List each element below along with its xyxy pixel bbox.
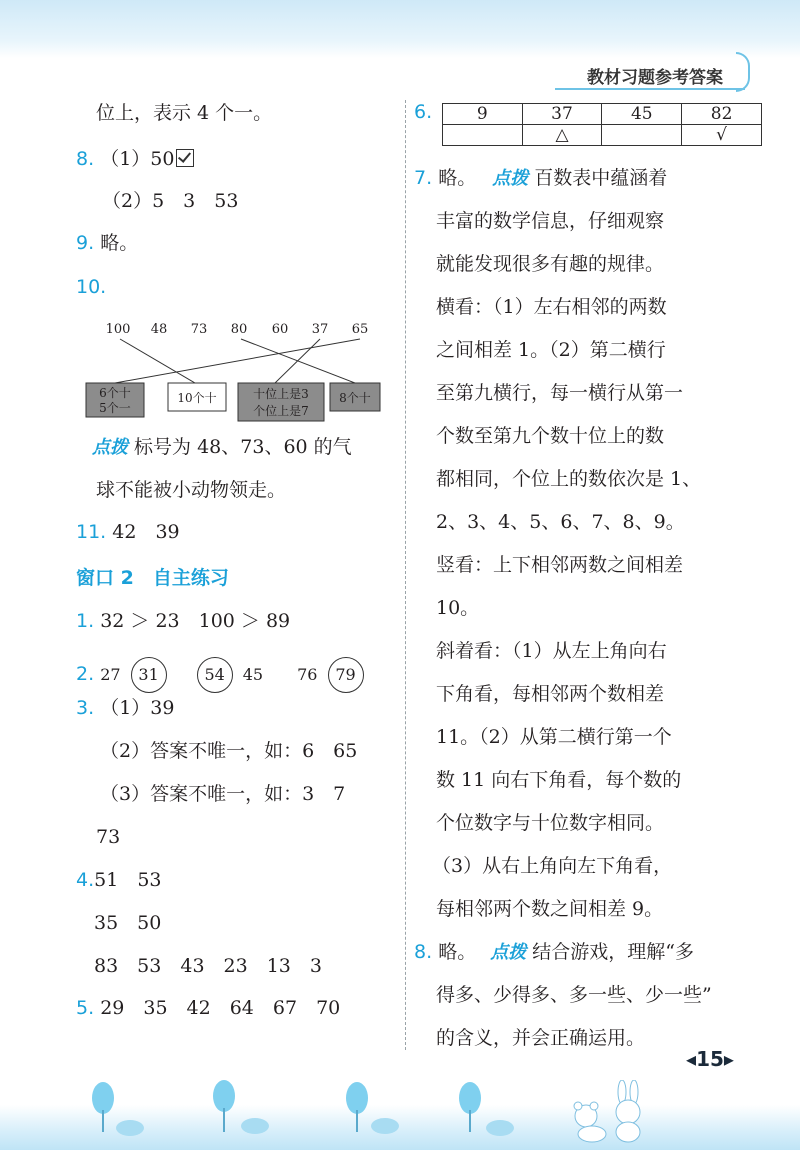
s3-item	[76, 696, 174, 720]
table-row	[443, 125, 762, 146]
q8-part2: （2）5 3 53	[102, 190, 239, 212]
q10-number-label: 37	[311, 322, 329, 337]
q10-number-label: 60	[271, 322, 289, 337]
s5-number: 5.	[76, 997, 95, 1019]
q6-label: 6.	[414, 101, 433, 123]
s4-line3: 83 53 43 23 13 3	[94, 955, 322, 977]
q7-tip-line: 丰富的数学信息，仔细观察	[436, 210, 665, 232]
s5-answer: 29 35 42 64 67 70	[100, 997, 341, 1019]
table-cell: 9	[443, 104, 523, 125]
tree-icon	[92, 1082, 114, 1132]
q7-answer: 略。	[438, 167, 477, 189]
tree-icon	[459, 1082, 481, 1132]
q7-tip-line: 个数至第九个数十位上的数	[436, 425, 665, 447]
q7-tip-line: 10。	[436, 597, 480, 619]
q10-number-label: 48	[150, 322, 168, 337]
table-row	[443, 104, 762, 125]
s3-part3-cont: 73	[96, 826, 121, 848]
q7-tip-line: 百数表中蕴涵着	[534, 167, 668, 189]
section-heading: 窗口 2 自主练习	[76, 567, 229, 589]
q10-box-text: 十位上是3	[253, 387, 309, 401]
q10-number-label: 80	[230, 322, 248, 337]
tip-label: 点拨	[92, 437, 128, 458]
q7-tip-line: 就能发现很多有趣的规律。	[436, 253, 665, 275]
column-divider	[405, 100, 406, 1050]
circled-number: 31	[131, 657, 167, 693]
q8-number: 8.	[76, 148, 95, 170]
q10-tip-line1	[92, 435, 352, 460]
q8r-tip-line: 结合游戏，理解“多	[532, 941, 695, 963]
q7-tip-line: 至第九横行，每一横行从第一	[436, 382, 684, 404]
s1-number: 1.	[76, 610, 95, 632]
q7-number: 7.	[414, 167, 433, 189]
s3-part1: （1）39	[100, 697, 175, 719]
q10-match-line	[115, 339, 360, 383]
s3-part2: （2）答案不唯一，如：6 65	[100, 740, 358, 762]
q7-item	[414, 166, 667, 191]
s4-line1: 51 53	[94, 869, 162, 891]
top-decorative-band	[0, 0, 800, 58]
q10-box-text: 10个十	[177, 391, 217, 405]
q7-tip-line: 之间相差 1。（2）第二横行	[436, 339, 666, 361]
q10-tip-text1: 标号为 48、73、60 的气	[134, 436, 352, 458]
table-cell: 82	[682, 104, 762, 125]
q11-item	[76, 520, 180, 544]
q7-tip-line: 竖看：上下相邻两数之间相差	[436, 554, 684, 576]
s5-item	[76, 996, 340, 1020]
checkbox-icon	[176, 149, 194, 167]
q8r-tip-line: 得多、少得多、多一些、少一些”	[436, 984, 712, 1006]
header-title: 教材习题参考答案	[587, 67, 723, 88]
q7-tip-line: 下角看，每相邻两个数相差	[436, 683, 665, 705]
q8r-answer: 略。	[438, 941, 477, 963]
q9-number: 9.	[76, 232, 95, 254]
table-cell: √	[682, 125, 762, 146]
q7-tip-line: 每相邻两个数之间相差 9。	[436, 898, 664, 920]
q6-table	[442, 103, 762, 146]
q10-label: 10.	[76, 276, 107, 298]
q10-match-line	[275, 339, 320, 383]
q8r-number: 8.	[414, 941, 433, 963]
q10-number	[76, 275, 106, 299]
q8r-item	[414, 940, 694, 965]
s2-value: 45	[242, 665, 264, 684]
table-cell: 37	[522, 104, 602, 125]
table-cell: △	[522, 125, 602, 146]
s2-item	[76, 657, 364, 693]
q10-number-label: 65	[351, 322, 369, 337]
s2-value: 76	[297, 665, 318, 684]
rabbit-icon	[616, 1080, 640, 1142]
tip-label: 点拨	[492, 168, 529, 189]
q11-number: 11.	[76, 521, 107, 543]
q10-box-text: 8个十	[339, 391, 371, 405]
q11-answer: 42 39	[112, 521, 180, 543]
s2-value: 27	[100, 665, 121, 684]
q7-tip-line: 个位数字与十位数字相同。	[436, 812, 665, 834]
bottom-illustration	[0, 1080, 800, 1150]
q9-item	[76, 231, 138, 255]
bear-icon	[574, 1102, 606, 1142]
left-line-1: 位上，表示 4 个一。	[96, 102, 273, 124]
section-title	[76, 566, 229, 590]
s4-item	[76, 868, 162, 892]
q8-item	[76, 147, 194, 171]
tree-icon	[213, 1080, 235, 1132]
table-cell	[602, 125, 682, 146]
tip-label: 点拨	[490, 942, 527, 963]
s2-number: 2.	[76, 663, 95, 685]
s1-item	[76, 609, 290, 633]
circled-number: 54	[197, 657, 233, 693]
s1-answer: 32 ＞ 23 100 ＞ 89	[100, 610, 291, 632]
s3-part3: （3）答案不唯一，如：3 7	[100, 783, 346, 805]
table-cell: 45	[602, 104, 682, 125]
q7-tip-line: 横看：（1）左右相邻的两数	[436, 296, 667, 318]
header-curl-decoration	[736, 52, 750, 92]
table-cell	[443, 125, 523, 146]
s4-number: 4.	[76, 869, 95, 891]
q7-tip-line: 2、3、4、5、6、7、8、9。	[436, 511, 685, 533]
q10-number-label: 73	[190, 322, 208, 337]
q10-tip-line2: 球不能被小动物领走。	[96, 479, 287, 501]
q7-tip-line: 都相同，个位上的数依次是 1、	[436, 468, 702, 490]
s4-line2: 35 50	[94, 912, 162, 934]
q8r-tip-line: 的含义，并会正确运用。	[436, 1027, 646, 1049]
header-underline	[555, 88, 745, 90]
q10-matching-diagram	[80, 315, 390, 425]
q9-answer: 略。	[100, 232, 139, 254]
q10-match-line	[120, 339, 195, 383]
q10-number-label: 100	[105, 322, 131, 337]
s3-number: 3.	[76, 697, 95, 719]
q10-box-text: 6个十	[99, 386, 131, 400]
q10-box-text: 个位上是7	[253, 404, 309, 418]
tree-icon	[346, 1082, 368, 1132]
q7-tip-line: 数 11 向右下角看，每个数的	[436, 769, 682, 791]
q7-tip-line: 斜着看：（1）从左上角向右	[436, 640, 667, 662]
page-number: ◂15▸	[686, 1047, 734, 1071]
q7-tip-line: 11。（2）从第二横行第一个	[436, 726, 672, 748]
q7-tip-line: （3）从右上角向左下角看，	[432, 855, 673, 877]
q8-part1: （1）50	[100, 148, 175, 170]
circled-number: 79	[328, 657, 364, 693]
bush-icon	[116, 1118, 514, 1136]
q10-box-text: 5个一	[99, 401, 131, 415]
q6-number	[414, 100, 432, 124]
